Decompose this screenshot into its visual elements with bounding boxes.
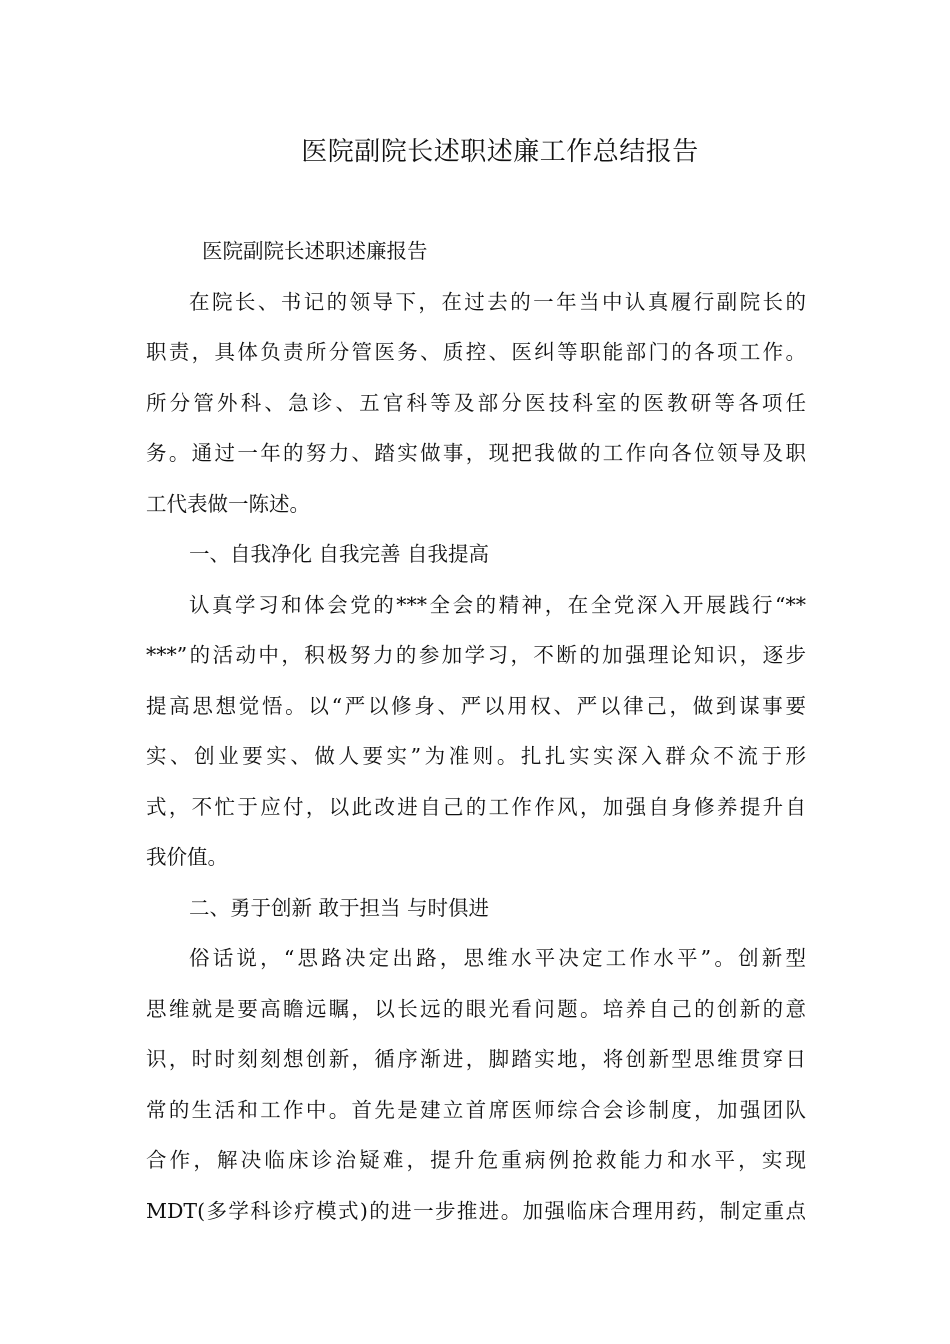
paragraph-line: 俗话说，“思路决定出路，思维水平决定工作水平”。创新型 — [189, 946, 806, 970]
section-heading: 一、自我净化 自我完善 自我提高 — [189, 542, 490, 566]
document-subtitle: 医院副院长述职述廉报告 — [202, 239, 428, 263]
section-heading: 二、勇于创新 敢于担当 与时俱进 — [189, 895, 490, 920]
paragraph-line: 常的生活和工作中。首先是建立首席医师综合会诊制度，加强团队 — [146, 1097, 806, 1122]
paragraph-line: 在院长、书记的领导下，在过去的一年当中认真履行副院长的 — [189, 289, 806, 314]
paragraph-line: 务。通过一年的努力、踏实做事，现把我做的工作向各位领导及职 — [146, 441, 806, 465]
paragraph-line: 提高思想觉悟。以“严以修身、严以用权、严以律己，做到谋事要 — [146, 693, 806, 718]
paragraph-line: 所分管外科、急诊、五官科等及部分医技科室的医教研等各项任 — [146, 390, 806, 415]
paragraph-line: 工代表做一陈述。 — [146, 491, 310, 516]
paragraph-line: 合作，解决临床诊治疑难，提升危重病例抢救能力和水平，实现 — [146, 1148, 806, 1172]
paragraph-line: 我价值。 — [146, 845, 228, 869]
paragraph-line: 识，时时刻刻想创新，循序渐进，脚踏实地，将创新型思维贯穿日 — [146, 1047, 806, 1071]
paragraph-line: 职责，具体负责所分管医务、质控、医纠等职能部门的各项工作。 — [146, 340, 806, 364]
paragraph-line: ***”的活动中，积极努力的参加学习，不断的加强理论知识，逐步 — [146, 643, 806, 667]
paragraph-line: 思维就是要高瞻远瞩，以长远的眼光看问题。培养自己的创新的意 — [146, 996, 806, 1021]
paragraph-line: 式，不忙于应付，以此改进自己的工作作风，加强自身修养提升自 — [146, 794, 806, 819]
document-title: 医院副院长述职述廉工作总结报告 — [301, 137, 699, 167]
paragraph-line: MDT(多学科诊疗模式)的进一步推进。加强临床合理用药，制定重点 — [146, 1198, 806, 1223]
paragraph-line: 认真学习和体会党的***全会的精神，在全党深入开展践行“** — [189, 592, 806, 617]
paragraph-line: 实、创业要实、做人要实”为准则。扎扎实实深入群众不流于形 — [146, 744, 806, 768]
document-body — [146, 232, 806, 1242]
